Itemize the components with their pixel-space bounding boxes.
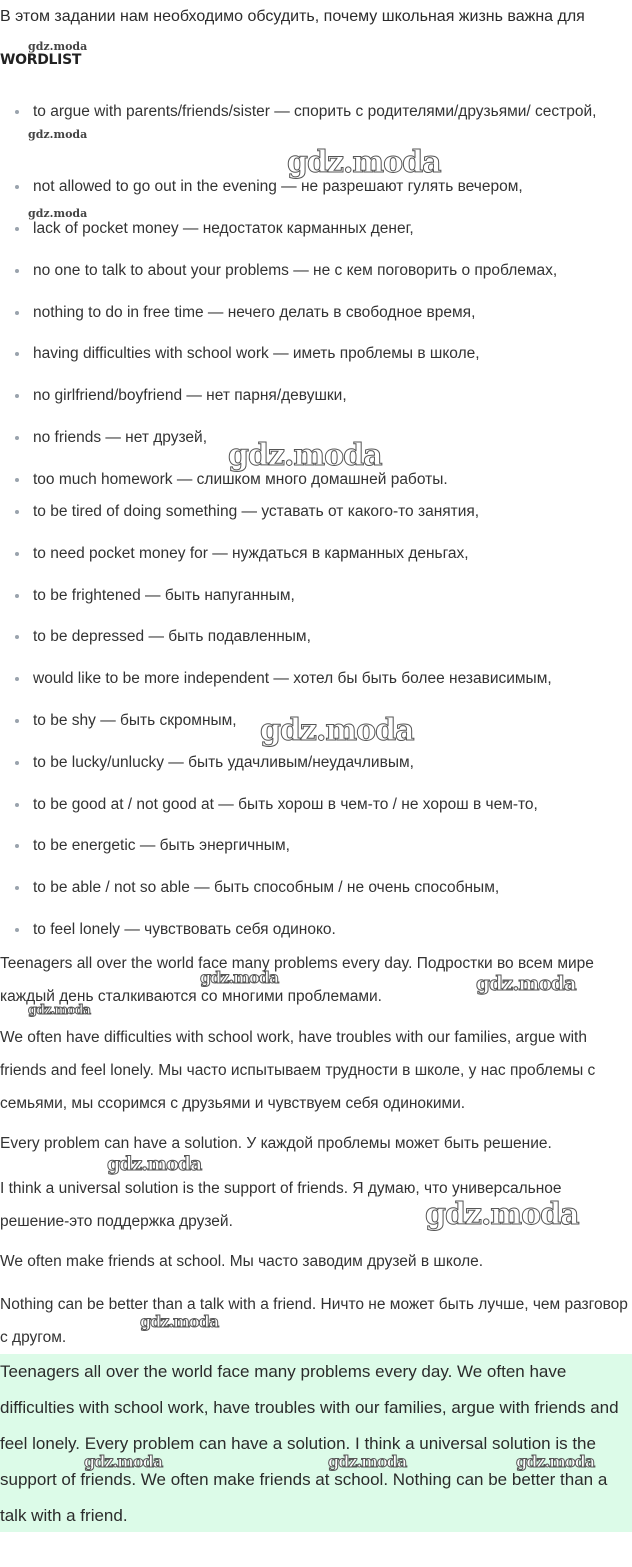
watermark: gdz.moda [260,713,414,748]
watermark: gdz.moda [28,1003,91,1018]
bullet-icon [13,872,23,903]
wordlist-heading: WORDLIST [0,52,82,68]
paragraph: We often make friends at school. Мы часто заводим друзей в школе. [0,1253,484,1270]
watermark: gdz.moda [200,968,279,987]
wordlist: to argue with parents/friends/sister — спорить с родителями/друзьями/ сестрой, not allowed to go out in the evening — не разрешают гулять вечером, lack of pocket money — недостаток карманных денег, no one to talk to about your problems — не с кем поговорить о проблемах, nothing to do in free time — нечего делать в свободное время, having difficulties with school work — иметь проблемы в школе, no girlfriend/boyfriend — нет парня/девушки, no friends — нет друзей, too much homework — слишком много домашней работы. to be tired of doing something — уставать от какого-то занятия, to need pocket money for — нуждаться в карманных деньгах, to be frightened — быть напуганным, to be depressed — быть подавленным, would like to be more independent — хотел бы быть более независимым, to be shy — быть скромным, to be lucky/unlucky — быть удачливым/неудачливым, to be good at / not good at — быть хорош в чем-то / не хорош в чем-то, to be energetic — быть энергичным, to be able / not so able — быть способным / не очень способным, to feel lonely — чувствовать себя одиноко. [0,0,632,950]
watermark: gdz.moda [425,1197,579,1232]
bullet-icon [13,580,23,611]
intro-text: В этом задании нам необходимо обсудить, почему школьная жизнь важна для [0,8,585,25]
bullet-icon [13,171,23,202]
paragraph: Every problem can have a solution. У каждой проблемы может быть решение. [0,1135,552,1152]
bullet-icon [13,464,23,495]
watermark: gdz.moda [516,1452,595,1471]
paragraph: Nothing can be better than a talk with a friend. Ничто не может быть лучше, чем разговор с другом. [0,1296,628,1346]
watermark: gdz.moda [28,40,88,53]
bullet-icon [13,297,23,328]
watermark: gdz.moda [476,971,576,995]
bullet-icon [13,255,23,286]
bullet-icon [13,705,23,736]
watermark: gdz.moda [228,438,382,473]
bullet-icon [13,213,23,244]
bullet-icon [13,663,23,694]
bullet-icon [13,830,23,861]
bullet-icon [13,496,23,527]
watermark: gdz.moda [328,1452,407,1471]
bullet-icon [13,621,23,652]
watermark: gdz.moda [84,1452,163,1471]
paragraph: We often have difficulties with school work, have troubles with our families, argue with friends and feel lonely. Мы часто испытываем трудности в школе, у нас проблемы с семьями, мы ссоримся с друзьями и чувствуем себя одинокими. [0,1029,596,1112]
watermark: gdz.moda [140,1312,219,1331]
bullet-icon [13,914,23,945]
watermark: gdz.moda [28,207,88,220]
summary-box [0,1354,632,1532]
bullet-icon [13,538,23,569]
paragraph: Teenagers all over the world face many problems every day. Подростки во всем мире каждый день сталкиваются со многими проблемами. [0,955,594,1005]
bullet-icon [13,747,23,778]
bullet-icon [13,422,23,453]
summary-text: Teenagers all over the world face many problems every day. We often have difficulties with school work, have troubles with our families, argue with friends and feel lonely. Every problem can have a solution. I think a universal solution is the support of friends. We often make friends at school. Nothing can be better than a talk with a friend. [0,1362,619,1525]
watermark: gdz.moda [287,145,441,180]
bullet-icon [13,96,23,127]
watermark: gdz.moda [28,128,88,141]
paragraph: I think a universal solution is the support of friends. Я думаю, что универсальное решение-это поддержка друзей. [0,1180,562,1230]
bullet-icon [13,338,23,369]
bullet-icon [13,380,23,411]
watermark: gdz.moda [107,1153,202,1175]
bullet-icon [13,789,23,820]
